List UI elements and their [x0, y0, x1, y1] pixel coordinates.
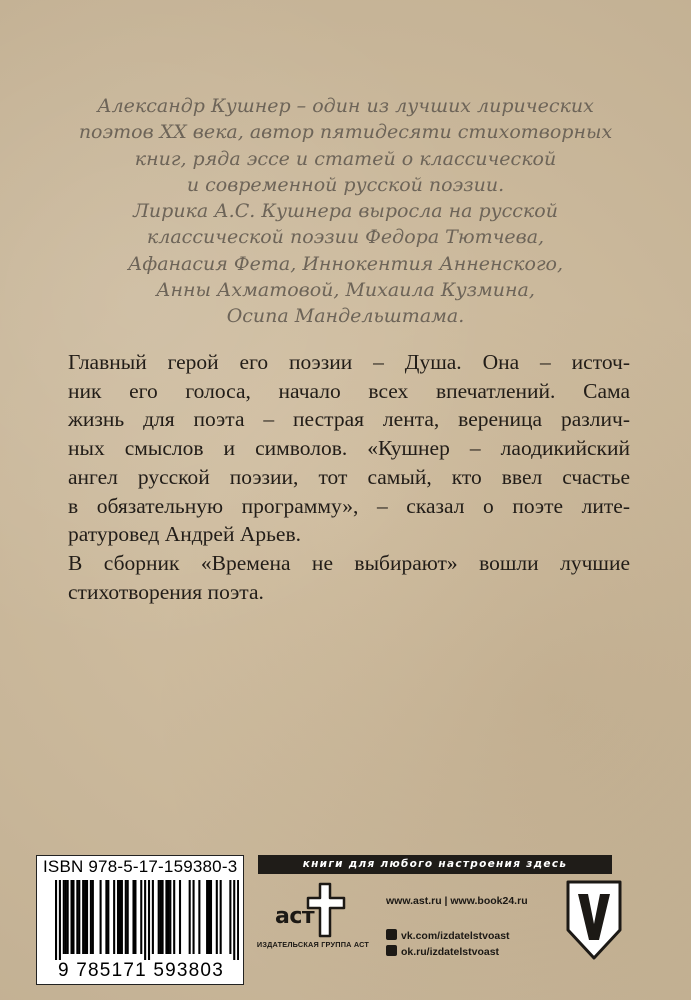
barcode-bar	[119, 880, 121, 954]
quote-line: Лирика А.С. Кушнера выросла на русской	[133, 200, 558, 223]
barcode-bar	[237, 880, 239, 960]
body-line: в обязательную программу», – сказал о поэте лите-	[68, 493, 630, 518]
tagline-bar: книги для любого настроения здесь	[258, 855, 612, 874]
body-line: Главный герой его поэзии – Душа. Она – источ-	[68, 350, 630, 374]
barcode-bar	[121, 880, 123, 954]
barcode-icon	[43, 880, 239, 960]
book-description-paragraph-1	[68, 348, 630, 549]
vk-link-text: vk.com/izdatelstvoast	[401, 930, 510, 942]
barcode-bar	[67, 880, 69, 954]
isbn-barcode	[36, 855, 244, 985]
quote-line: Александр Кушнер – один из лучших лирических	[97, 95, 594, 117]
barcode-bar	[233, 880, 235, 960]
barcode-bar	[140, 880, 142, 954]
barcode-bar	[84, 880, 86, 954]
barcode-bar	[216, 880, 218, 954]
quote-line: Афанасия Фета, Иннокентия Анненского,	[127, 252, 564, 275]
barcode-bar	[158, 880, 160, 954]
barcode-bar	[107, 880, 109, 954]
barcode-bar	[100, 880, 102, 954]
author-description	[0, 93, 691, 330]
barcode-bar	[167, 880, 169, 954]
barcode-bar	[92, 880, 94, 954]
barcode-bar	[220, 880, 222, 954]
barcode-bar	[229, 880, 231, 954]
barcode-bar	[127, 880, 129, 954]
body-line: В сборник «Времена не выбирают» вошли лучшие	[68, 551, 630, 575]
website-links[interactable]: www.ast.ru | www.book24.ru	[386, 895, 528, 907]
body-line: жизнь для поэта – пестрая лента, вереница различ-	[68, 407, 630, 432]
quote-line: Осипа Мандельштама.	[226, 305, 465, 328]
barcode-bar	[210, 880, 212, 954]
isbn-number: ISBN 978-5-17-159380-3	[43, 857, 238, 876]
barcode-bar	[70, 880, 72, 954]
body-line: стихотворения поэта.	[68, 579, 264, 604]
ok-link-text: ok.ru/izdatelstvoast	[401, 946, 500, 958]
barcode-bar	[72, 880, 74, 954]
barcode-bar	[63, 880, 65, 954]
quote-line: Анны Ахматовой, Михаила Кузмина,	[156, 279, 535, 302]
barcode-bar	[144, 880, 146, 960]
barcode-bar	[162, 880, 164, 954]
barcode-bar	[198, 880, 200, 954]
barcode-bar	[152, 880, 154, 954]
barcode-bar	[117, 880, 119, 954]
body-line: ратуровед Андрей Арьев.	[68, 522, 301, 547]
barcode-digits: 9 785171 593803	[58, 960, 224, 981]
quote-line: классической поэзии Федора Тютчева,	[146, 226, 545, 249]
barcode-bar	[65, 880, 67, 954]
body-line: ных смыслов и символов. «Кушнер – лаодикийский	[68, 436, 630, 461]
barcode-bar	[105, 880, 107, 954]
body-line: ник его голоса, начало всех впечатлений. Сама	[68, 378, 630, 403]
vk-link[interactable]	[386, 929, 586, 945]
barcode-bar	[86, 880, 88, 954]
barcode-bar	[113, 880, 115, 954]
quote-line: и современной русской поэзии.	[186, 173, 505, 196]
vk-icon	[386, 929, 397, 940]
barcode-bar	[208, 880, 210, 954]
ok-icon	[386, 945, 397, 956]
barcode-bar	[90, 880, 92, 954]
barcode-bar	[148, 880, 150, 960]
ast-logo-text: аст	[275, 904, 315, 929]
barcode-bar	[78, 880, 80, 954]
book-description-paragraph-2	[68, 549, 630, 606]
body-line: ангел русской поэзии, тот самый, кто ввел счастье	[68, 464, 630, 489]
barcode-bar	[189, 880, 191, 954]
ok-link[interactable]	[386, 945, 586, 961]
barcode-bar	[165, 880, 167, 954]
barcode-bar	[82, 880, 84, 954]
quote-line: книг, ряда эссе и статей о классической	[134, 147, 557, 170]
barcode-bar	[169, 880, 171, 954]
barcode-bar	[193, 880, 195, 954]
barcode-bar	[59, 880, 61, 960]
barcode-bar	[134, 880, 136, 954]
barcode-bar	[55, 880, 57, 960]
barcode-bar	[76, 880, 78, 954]
barcode-bar	[179, 880, 181, 954]
age-rating-icon	[566, 880, 622, 960]
quote-line: поэтов XX века, автор пятидесяти стихотворных	[78, 121, 613, 144]
barcode-bar	[160, 880, 162, 954]
publisher-group-label: ИЗДАТЕЛЬСКАЯ ГРУППА АСТ	[256, 940, 370, 949]
barcode-bar	[125, 880, 127, 954]
barcode-bar	[173, 880, 175, 954]
barcode-bar	[206, 880, 208, 954]
barcode-bar	[132, 880, 134, 954]
